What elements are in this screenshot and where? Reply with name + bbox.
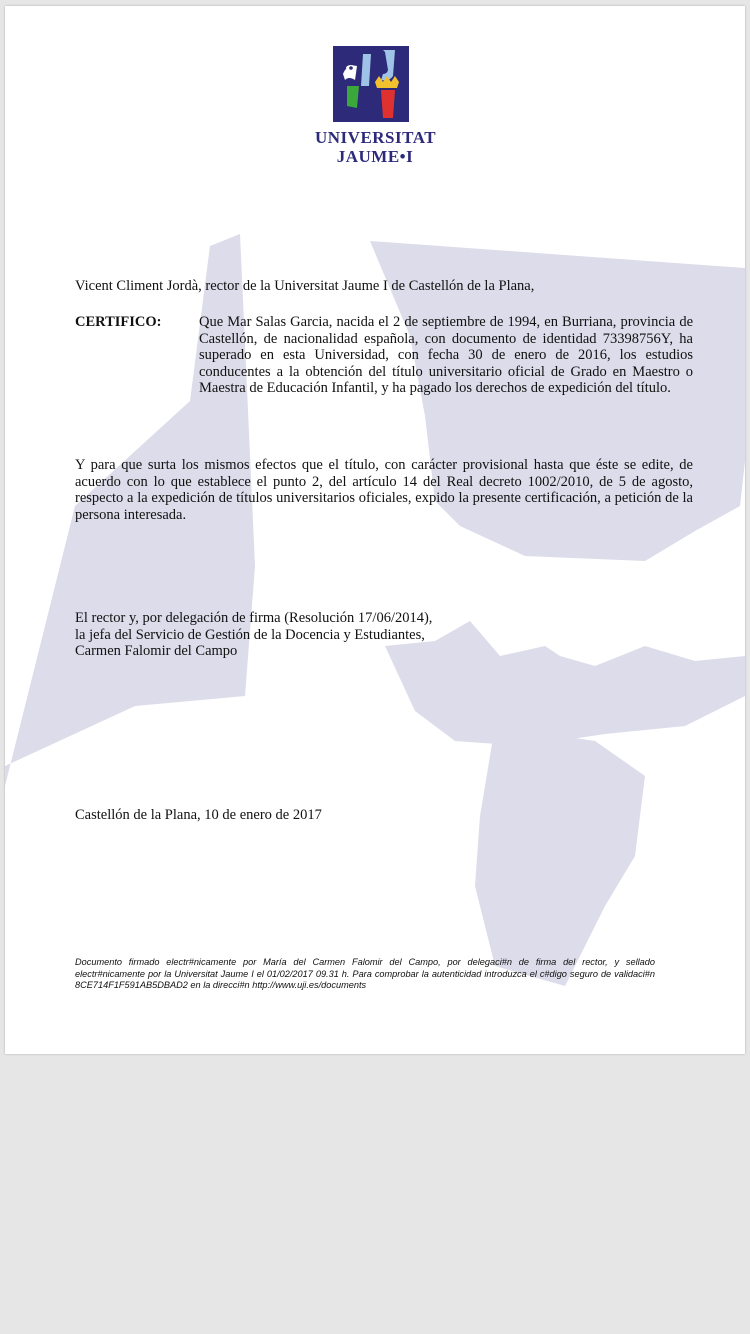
signature-line-1: El rector y, por delegación de firma (Resolución 17/06/2014), [75,610,433,626]
signature-block [75,610,695,660]
place-date: Castellón de la Plana, 10 de enero de 2017 [75,807,322,823]
certifico-body: Que Mar Salas Garcia, nacida el 2 de septiembre de 1994, en Burriana, provincia de Castellón, de nacionalidad española, con documento de identidad 73398756Y, ha superado en esta Universidad, con fecha 30 de enero de 2016, los estudios conducentes a la obtención del título universitario oficial de Grado en Maestro o Maestra de Educación Infantil, y ha pagado los derechos de expedición del título. [199,314,693,396]
watermark-right-stroke [475,726,645,986]
logo-text-jaume: JAUME•I [336,147,414,166]
document-page [5,6,745,1054]
electronic-signature-footer: Documento firmado electr#nicamente por María del Carmen Falomir del Campo, por delegaci#n de firma del rector, y sellado electr#nicamente por la Universitat Jaume I el 01/02/2017 09.31 h. Para comprobar la autenticidad introduzca el c#digo seguro de validaci#n 8CE714F1F591AB5DBAD2 en la direcci#n http://www.uji.es/documents [75,957,655,990]
certifico-label: CERTIFICO: [75,314,162,330]
signature-line-3: Carmen Falomir del Campo [75,643,238,659]
uji-emblem-icon [333,46,409,122]
intro-paragraph: Vicent Climent Jordà, rector de la Universitat Jaume I de Castellón de la Plana, [75,278,535,294]
signature-line-2: la jefa del Servicio de Gestión de la Docencia y Estudiantes, [75,626,425,643]
provisional-paragraph: Y para que surta los mismos efectos que el título, con carácter provisional hasta que éste se edite, de acuerdo con lo que establece el punto 2, del artículo 14 del Real decreto 1002/2010, de 5 de agosto, respecto a la expedición de títulos universitarios oficiales, expido la presente certificación, a petición de la persona interesada. [75,457,693,523]
logo-text-universitat: UNIVERSITAT [315,128,437,147]
university-logo [315,46,435,168]
